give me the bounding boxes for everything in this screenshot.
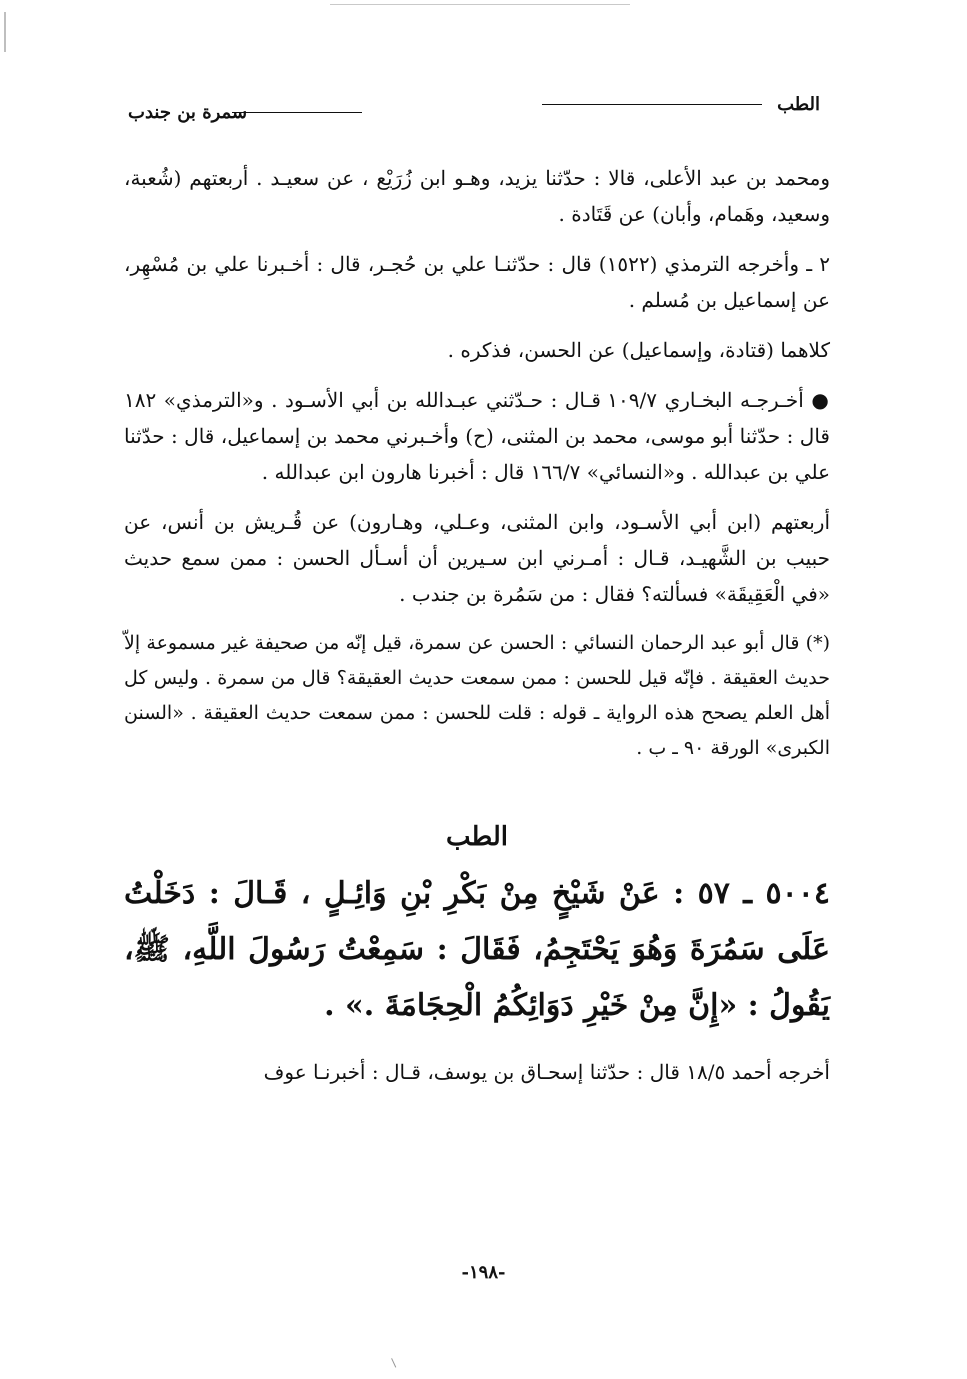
footnote-paragraph: (*) قال أبو عبد الرحمان النسائي : الحسن عن سمرة، قيل إنّه من صحيفة غير مسموعة إلاّ حديث العقيقة . فإنّه قيل للحسن : ممن سمعت حديث العقيقة؟ قال من سمرة . وليس كل أهل العلم يصحح هذه الرواية ـ قوله : قلت للحسن : ممن سمعت حديث العقيقة . «السنن الكبرى» الورقة ٩٠ ـ ب . [124,632,830,759]
page-body [124,160,830,1104]
paragraph-5: أربعتهم (ابن أبي الأسـود، وابن المثنى، وعـلي، وهـارون) عن قُـريش بن أنس، عن حبيب بن الشَّهيـد، قـال : أمـرني ابن سـيرين أن أسـأل الحسن : ممن سمع حديث «في الْعَقِيقَة» فسألته؟ فقال : من سَمُرة بن جندب . [124,510,830,606]
final-paragraph: أخرجه أحمد ١٨/٥ قال : حدّثنا إسحـاق بن يوسف، قـال : أخبرنـا عوف [263,1060,830,1084]
paragraph-3: كلاهما (قتادة، وإسماعيل) عن الحسن، فذكره . [447,338,830,362]
paragraph-1: ومحمد بن عبد الأعلى، قالا : حدّثنا يزيد، وهـو ابن زُرَيْع ، عن سعيـد . أربعتهم (شُعبة، وسعيد، وهَمام، وأبان) عن قَتَادة . [124,166,830,226]
paragraph-4: ● أخـرجـه البخـاري ١٠٩/٧ قـال : حـدّثني عبـدالله بن أبي الأسـود . و«الترمذي» ١٨٢ قال : حدّثنا أبو موسى، محمد بن المثنى، (ح) وأخـبرني محمد بن إسماعيل، قال : حدّثنا علي بن عبدالله . و«النسائي» ١٦٦/٧ قال : أخبرنا هارون ابن عبدالله . [124,388,830,484]
scan-top-rule [330,4,630,5]
scan-edge-mark [4,12,6,52]
paragraph-2: ٢ ـ وأخرجه الترمذي (١٥٢٢) قال : حدّثنـا علي بن حُجـر، قال : أخـبرنا علي بن مُسْهِر، عن إسماعيل بن مُسلم . [124,252,830,312]
header-section: سمرة بن جندب [128,102,248,123]
header-rule [542,104,762,105]
hadith-text: ٥٠٠٤ ـ ٥٧ : عَنْ شَيْخٍ مِنْ بَكْرِ بْنِ وَائِـلٍ ، قَـالَ : دَخَلْتُ عَلَى سَمُرَةَ وَهُوَ يَحْتَجِمُ، فَقَالَ : سَمِعْتُ رَسُولَ اللَّهِ، ﷺ، يَقُولُ : «إِنَّ مِنْ خَيْرِ دَوَائِكُمُ الْحِجَامَةَ .» . [124,876,830,1023]
header-rule-secondary [232,112,362,113]
section-title: الطب [445,822,508,852]
running-header [128,94,820,124]
page-number: -١٩٨- [461,1262,506,1283]
scan-blemish [391,1356,400,1367]
header-chapter: الطب [777,94,820,115]
